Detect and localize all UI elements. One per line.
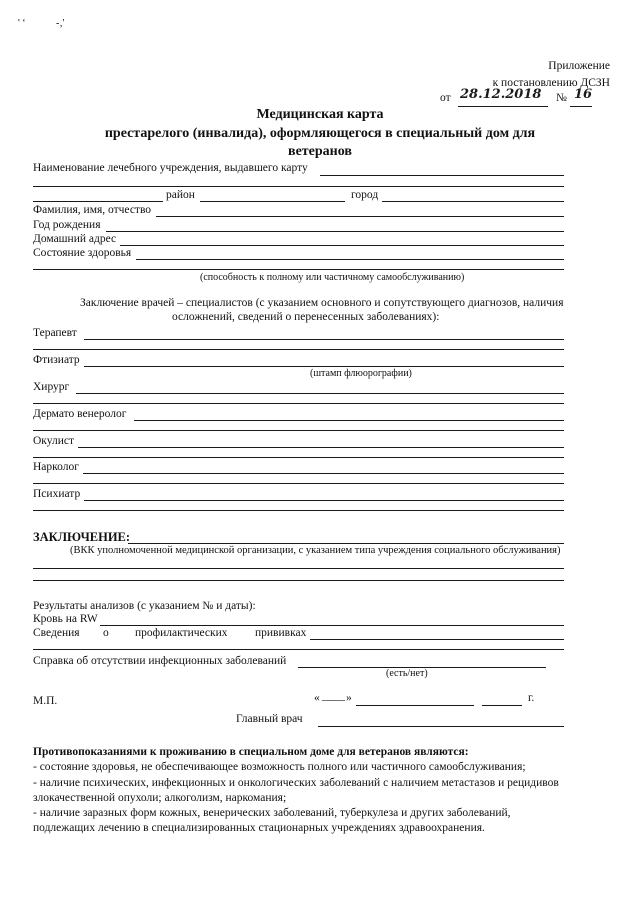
appendix-label: Приложение <box>548 60 610 72</box>
health-state-field[interactable] <box>136 259 564 260</box>
birth-year-label: Год рождения <box>33 219 101 231</box>
health-state-field-2[interactable] <box>33 269 564 270</box>
contraindication-item-2-line2: злокачественной опухоли; алкоголизм, наркомания; <box>33 792 287 804</box>
district-field[interactable] <box>200 201 345 202</box>
conclusion-caption: (ВКК уполномоченной медицинской организации, с указанием типа учреждения социального обслуживания) <box>70 545 561 556</box>
contraindication-item-3-line2: подлежащих лечению в специализированных стационарных учреждениях здравоохранения. <box>33 822 485 834</box>
therapist-field-2[interactable] <box>33 349 564 350</box>
surgeon-field-2[interactable] <box>33 403 564 404</box>
yes-no-caption: (есть/нет) <box>386 668 428 679</box>
therapist-label: Терапевт <box>33 327 77 339</box>
scan-mark-right: -‚' <box>56 18 65 29</box>
document-title-line1: Медицинская карта <box>256 107 384 122</box>
date-day-field[interactable]: ____ <box>322 690 345 702</box>
conclusion-field[interactable] <box>128 543 564 544</box>
chief-doctor-label: Главный врач <box>236 713 303 725</box>
full-name-label: Фамилия, имя, отчество <box>33 204 152 216</box>
vaccination-word-4: прививках <box>255 627 307 639</box>
vaccination-word-3: профилактических <box>135 627 228 639</box>
contraindication-item-2-line1: - наличие психических, инфекционных и онкологических заболеваний с наличием метастазов и рецидивов <box>33 777 559 789</box>
institution-field-2[interactable] <box>33 186 564 187</box>
decree-label: к постановлению ДСЗН <box>492 77 610 89</box>
health-caption: (способность к полному или частичному самообслуживанию) <box>200 272 465 283</box>
date-close-quote: » <box>346 692 352 704</box>
psychiatrist-field-2[interactable] <box>33 510 564 511</box>
vaccination-field-2[interactable] <box>33 649 564 650</box>
infection-certificate-label: Справка об отсутствии инфекционных заболеваний <box>33 655 287 667</box>
number-label: № <box>556 92 567 104</box>
specialists-intro-line2: осложнений, сведений о перенесенных заболеваниях): <box>172 311 440 323</box>
conclusion-field-3[interactable] <box>33 580 564 581</box>
scan-mark-left: ' ‘ <box>18 18 26 29</box>
home-address-label: Домашний адрес <box>33 233 117 245</box>
institution-label: Наименование лечебного учреждения, выдавшего карту <box>33 162 308 174</box>
home-address-field[interactable] <box>120 245 564 246</box>
contraindication-item-3-line1: - наличие заразных форм кожных, венерических заболеваний, туберкулеза и других заболеваний, <box>33 807 511 819</box>
from-label: от <box>440 92 451 104</box>
psychiatrist-label: Психиатр <box>33 488 81 500</box>
fluoro-stamp-caption: (штамп флюорографии) <box>310 368 412 379</box>
dermatovenerologist-label: Дермато венеролог <box>33 408 127 420</box>
oculist-field[interactable] <box>78 447 564 448</box>
full-name-field[interactable] <box>156 216 564 217</box>
test-results-label: Результаты анализов (с указанием № и даты): <box>33 600 256 612</box>
vaccination-word-2: о <box>103 627 109 639</box>
district-label: район <box>166 189 195 201</box>
dermatovenerologist-field[interactable] <box>134 420 564 421</box>
document-title-line2: престарелого (инвалида), оформляющегося в специальный дом для <box>104 126 536 141</box>
date-open-quote: « <box>314 692 320 704</box>
handwritten-number: 16 <box>574 87 593 102</box>
document-title-line3: ветеранов <box>288 144 352 159</box>
conclusion-field-2[interactable] <box>33 568 564 569</box>
health-state-label: Состояние здоровья <box>33 247 132 259</box>
institution-field[interactable] <box>320 175 564 176</box>
birth-year-field[interactable] <box>106 231 564 232</box>
city-field[interactable] <box>382 201 564 202</box>
stamp-place-label: М.П. <box>33 695 58 707</box>
narcologist-field-2[interactable] <box>33 483 564 484</box>
dermatovenerologist-field-2[interactable] <box>33 430 564 431</box>
phthisiatrician-label: Фтизиатр <box>33 354 80 366</box>
oculist-label: Окулист <box>33 435 74 447</box>
narcologist-label: Нарколог <box>33 461 79 473</box>
psychiatrist-field[interactable] <box>84 500 564 501</box>
blood-rw-label: Кровь на RW <box>33 613 98 625</box>
vaccination-word-1: Сведения <box>33 627 80 639</box>
specialists-intro-line1: Заключение врачей – специалистов (с указанием основного и сопутствующего диагнозов, наличия <box>80 297 564 309</box>
surgeon-field[interactable] <box>76 393 564 394</box>
contraindications-heading: Противопоказаниями к проживанию в специальном доме для ветеранов являются: <box>33 746 469 758</box>
vaccination-field[interactable] <box>310 639 564 640</box>
phthisiatrician-field[interactable] <box>84 366 564 367</box>
date-year-field[interactable] <box>482 705 522 706</box>
date-month-field[interactable] <box>356 705 474 706</box>
oculist-field-2[interactable] <box>33 457 564 458</box>
city-label: город <box>351 189 379 201</box>
region-prefix-field[interactable] <box>33 201 163 202</box>
surgeon-label: Хирург <box>33 381 70 393</box>
chief-doctor-signature-field[interactable] <box>318 726 564 727</box>
blood-rw-field[interactable] <box>100 625 564 626</box>
therapist-field[interactable] <box>84 339 564 340</box>
handwritten-date: 28.12.2018 <box>460 87 542 102</box>
contraindication-item-1: - состояние здоровья, не обеспечивающее возможность полного или частичного самообслуживания; <box>33 761 526 773</box>
conclusion-label: ЗАКЛЮЧЕНИЕ: <box>33 530 131 544</box>
year-suffix: г. <box>528 692 535 704</box>
narcologist-field[interactable] <box>83 473 564 474</box>
